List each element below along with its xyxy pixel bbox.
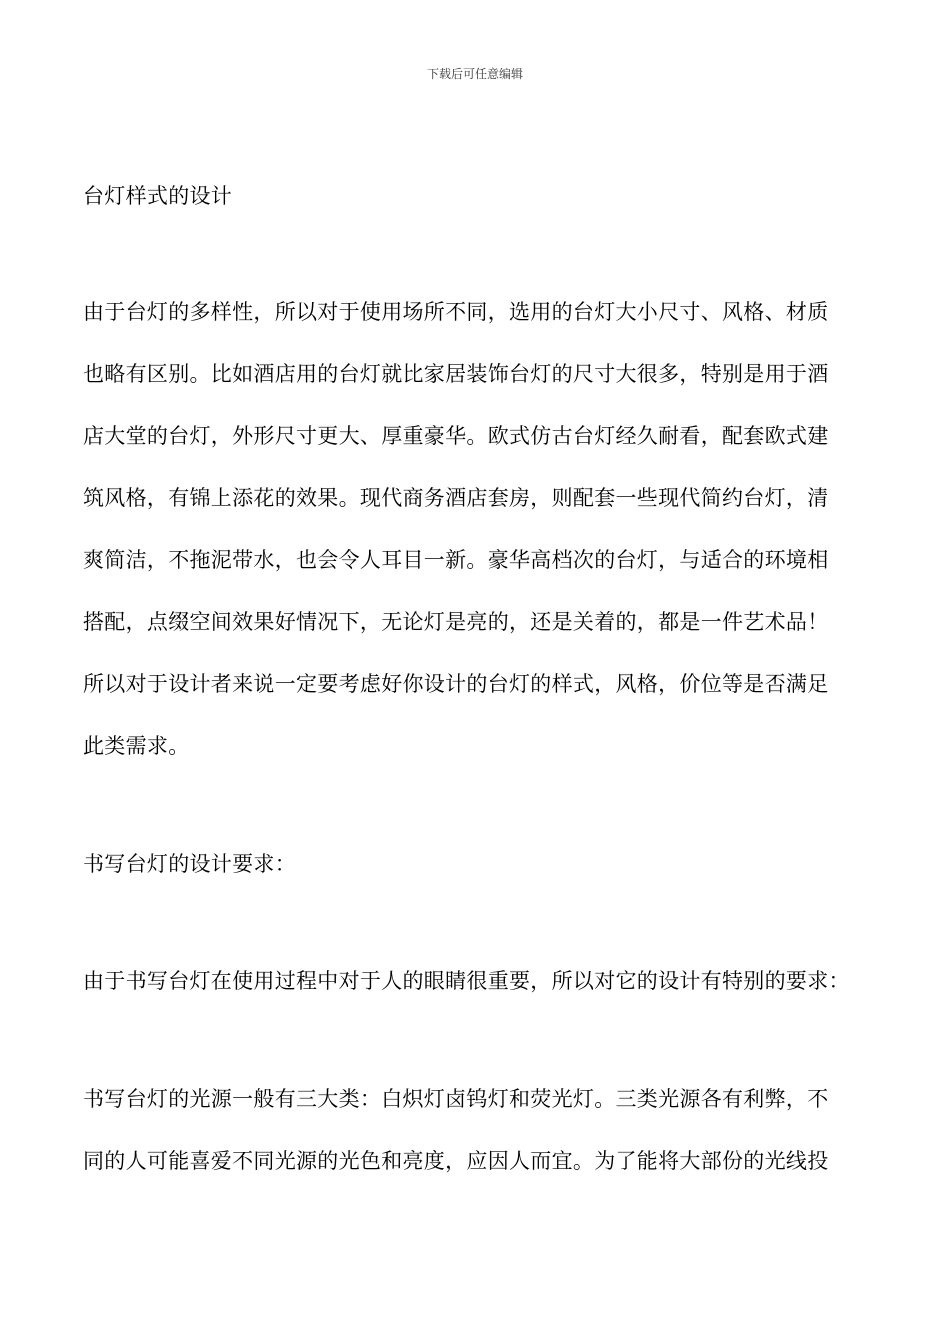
section-title-lamp-style: 台灯样式的设计 — [83, 184, 233, 208]
paragraph-line: 所以对于设计者来说一定要考虑好你设计的台灯的样式，风格，价位等是否满足 — [83, 672, 829, 696]
paragraph-line: 店大堂的台灯，外形尺寸更大、厚重豪华。欧式仿古台灯经久耐看，配套欧式建 — [83, 424, 829, 448]
paragraph-line: 爽简洁，不拖泥带水，也会令人耳目一新。豪华高档次的台灯，与适合的环境相 — [83, 548, 829, 572]
paragraph-line: 也略有区别。比如酒店用的台灯就比家居装饰台灯的尺寸大很多，特别是用于酒 — [83, 362, 829, 386]
paragraph-line: 由于书写台灯在使用过程中对于人的眼睛很重要，所以对它的设计有特别的要求： — [83, 969, 850, 993]
paragraph-line: 由于台灯的多样性，所以对于使用场所不同，选用的台灯大小尺寸、风格、材质 — [83, 300, 829, 324]
paragraph-line: 同的人可能喜爱不同光源的光色和亮度，应因人而宜。为了能将大部份的光线投 — [83, 1149, 829, 1173]
paragraph-line: 筑风格，有锦上添花的效果。现代商务酒店套房，则配套一些现代简约台灯，清 — [83, 486, 829, 510]
paragraph-line: 书写台灯的光源一般有三大类：白炽灯卤钨灯和荧光灯。三类光源各有利弊，不 — [83, 1087, 829, 1111]
paragraph-line: 此类需求。 — [83, 734, 190, 758]
paragraph-line: 搭配，点缀空间效果好情况下，无论灯是亮的，还是关着的，都是一件艺术品！ — [83, 610, 829, 634]
section-title-writing-lamp: 书写台灯的设计要求： — [83, 852, 296, 876]
header-note: 下载后可任意编辑 — [426, 67, 523, 81]
